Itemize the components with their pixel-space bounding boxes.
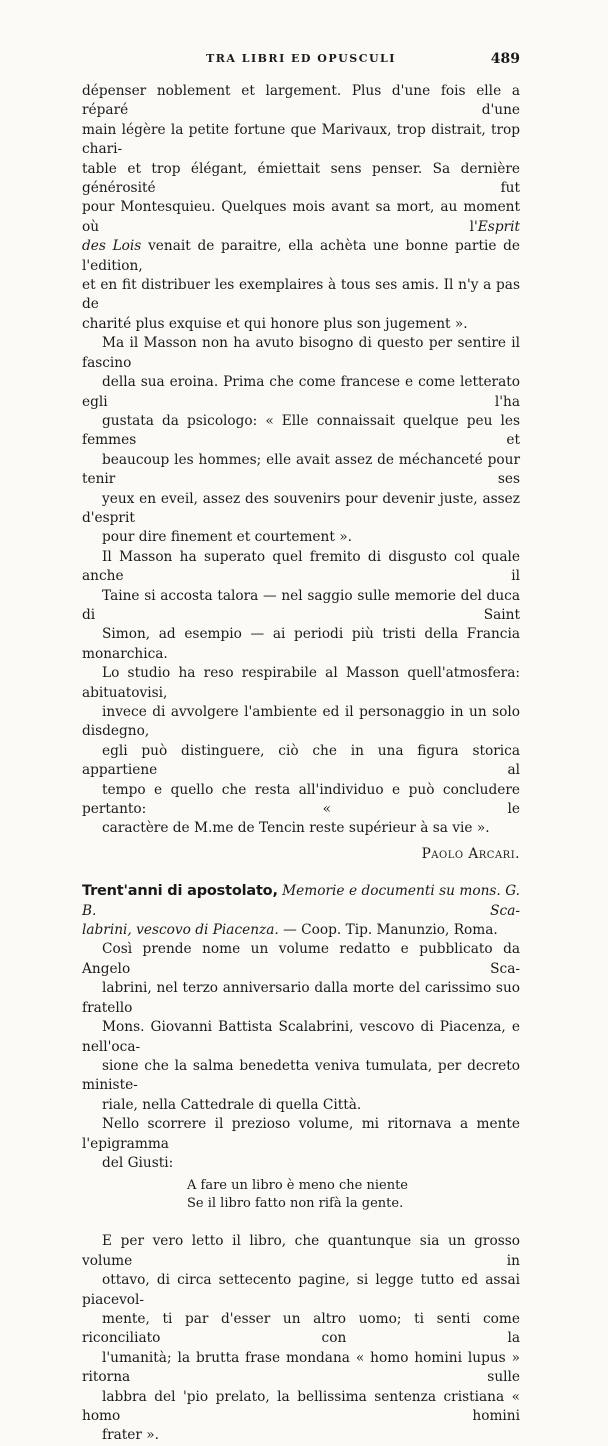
text-line: Ma il Masson non ha avuto bisogno di questo per sentire il fascino bbox=[82, 335, 520, 371]
epigram bbox=[82, 1177, 520, 1212]
text-line: pour dire finement et courtement ». bbox=[102, 529, 352, 546]
paragraph-3 bbox=[82, 548, 520, 839]
text-line: Nello scorrere il prezioso volume, mi ritornava a mente l'epigramma bbox=[82, 1116, 520, 1152]
paragraph-6 bbox=[82, 1232, 520, 1445]
text-line: Lo studio ha reso respirabile al Masson quell'atmosfera: abituatovisi, bbox=[82, 665, 520, 701]
epigram-line: Se il libro fatto non rifà la gente. bbox=[187, 1195, 404, 1211]
text-line: ottavo, di circa settecento pagine, si legge tutto ed assai piacevol- bbox=[82, 1272, 520, 1308]
paragraph-2 bbox=[82, 334, 520, 547]
text-line: beaucoup les hommes; elle avait assez de méchanceté pour tenir ses bbox=[82, 451, 520, 488]
text-line: labbra del 'pio prelato, la bellissima sentenza cristiana « homo homini bbox=[82, 1388, 520, 1424]
text-line: Taine si accosta talora — nel saggio sulle memorie del duca di Saint bbox=[82, 587, 520, 623]
text-line: invece di avvolgere l'ambiente ed il personaggio in un solo disdegno, bbox=[82, 704, 520, 740]
text-line: l'umanità; la brutta frase mondana « homo homini lupus » ritorna sulle bbox=[82, 1349, 520, 1386]
page-header bbox=[82, 52, 520, 72]
text-segment: pour Montesquieu. Quelques mois avant sa mort, au moment où l' bbox=[82, 199, 520, 235]
text-line bbox=[82, 882, 520, 921]
review-title: Trent'anni di apostolato, bbox=[82, 883, 278, 900]
review-subtitle: Memorie e documenti su mons. G. B. Sca- bbox=[82, 883, 520, 919]
text-line bbox=[82, 921, 520, 940]
epigram-line: A fare un libro è meno che niente bbox=[187, 1178, 408, 1194]
text-line: Simon, ad esempio — ai periodi più tristi della Francia monarchica. bbox=[82, 626, 520, 662]
text-line: dépenser noblement et largement. Plus d'une fois elle a réparé d'une bbox=[82, 83, 520, 119]
text-line: main légère la petite fortune que Marivaux, trop distrait, trop chari- bbox=[82, 121, 520, 158]
review-publisher: — Coop. Tip. Manunzio, Roma. bbox=[283, 922, 498, 939]
text-line: mente, ti par d'esser un altro uomo; ti senti come riconciliato con la bbox=[82, 1310, 520, 1347]
text-line: table et trop élégant, émiettait sens penser. Sa dernière générosité fut bbox=[82, 160, 520, 197]
book-title-esprit: Esprit bbox=[477, 218, 520, 235]
author-signature: Paolo Arcari. bbox=[421, 845, 520, 862]
book-title-des-lois: des Lois bbox=[82, 238, 142, 255]
text-line: charité plus exquise et qui honore plus son jugement ». bbox=[82, 315, 468, 332]
text-line: E per vero letto il libro, che quantunque sia un grosso volume in bbox=[82, 1233, 520, 1269]
text-line: egli può distinguere, ciò che in una figura storica appartiene al bbox=[82, 742, 520, 779]
review-subtitle-cont: labrini, vescovo di Piacenza. bbox=[82, 922, 279, 939]
text-line: gustata da psicologo: « Elle connaissait quelque peu les femmes et bbox=[82, 412, 520, 449]
body-text bbox=[82, 82, 520, 1446]
text-line: Così prende nome un volume redatto e pubblicato da Angelo Sca- bbox=[82, 941, 520, 977]
text-segment: venait de paraitre, ella achèta une bonne partie de l'edition, bbox=[82, 238, 520, 274]
running-title: TRA LIBRI ED OPUSCULI bbox=[206, 52, 396, 65]
text-line: frater ». bbox=[102, 1427, 159, 1444]
text-line bbox=[82, 237, 520, 276]
text-line: della sua eroina. Prima che come francese e come letterato egli l'ha bbox=[82, 374, 520, 410]
text-line bbox=[82, 198, 520, 237]
page-number: 489 bbox=[490, 51, 520, 67]
paragraph-5 bbox=[82, 1115, 520, 1173]
paragraph-1 bbox=[82, 82, 520, 334]
review-heading bbox=[82, 882, 520, 940]
text-line: labrini, nel terzo anniversario dalla morte del carissimo suo fratello bbox=[82, 980, 520, 1016]
text-line: Mons. Giovanni Battista Scalabrini, vescovo di Piacenza, e nell'oca- bbox=[82, 1019, 520, 1055]
text-line: riale, nella Cattedrale di quella Città. bbox=[102, 1096, 362, 1113]
text-line: sione che la salma benedetta veniva tumulata, per decreto ministe- bbox=[82, 1057, 520, 1094]
text-line: tempo e quello che resta all'individuo e può concludere pertanto: « le bbox=[82, 781, 520, 818]
text-line: del Giusti: bbox=[102, 1154, 174, 1171]
text-line: et en fit distribuer les exemplaires à tous ses amis. Il n'y a pas de bbox=[82, 277, 520, 313]
text-line: caractère de M.me de Tencin reste supérieur à sa vie ». bbox=[102, 820, 490, 837]
paragraph-4 bbox=[82, 940, 520, 1115]
text-line: yeux en eveil, assez des souvenirs pour devenir juste, assez d'esprit bbox=[82, 490, 520, 526]
text-line: Il Masson ha superato quel fremito di disgusto col quale anche il bbox=[82, 548, 520, 585]
